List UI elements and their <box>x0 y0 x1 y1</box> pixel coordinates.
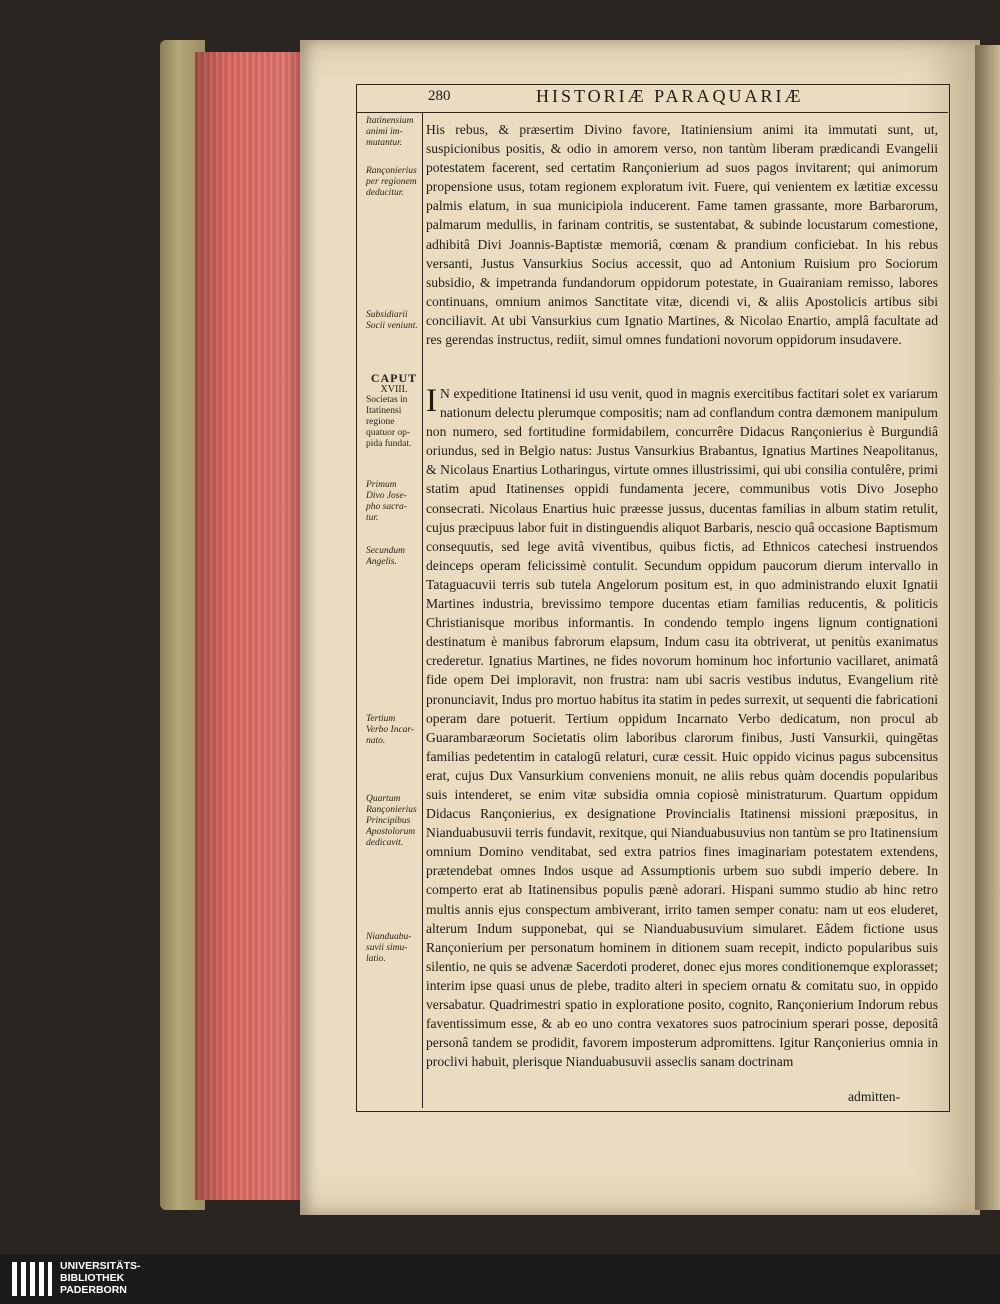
margin-rule <box>422 112 423 1108</box>
catchword: admitten- <box>848 1089 901 1104</box>
margin-note: Itatinensium animi im- mutantur. <box>366 116 414 148</box>
library-logo-icon <box>12 1262 52 1296</box>
margin-note: Tertium Verbo Incar- nato. <box>366 714 415 746</box>
running-head: HISTORIÆ PARAQUARIÆ <box>536 86 804 106</box>
margin-note: Subsidiarii Socii veniunt. <box>366 310 418 331</box>
library-footer <box>0 1254 1000 1304</box>
margin-note: Secundum Angelis. <box>366 546 406 567</box>
margin-note: Quartum Rançonierius Principibus Apostolorum dedicavit. <box>366 794 417 848</box>
chapter-title: CAPUT <box>370 371 418 385</box>
page-edges-shading <box>195 52 307 1200</box>
library-name: UNIVERSITÄTS- BIBLIOTHEK PADERBORN <box>60 1260 141 1296</box>
paragraph-second-text: N expeditione Itatinensi id usu venit, quod in magnis exercitibus factitari solet ex variarum nationum delectu plerumque compositis; nam ad conflandum contra dæmonem manipulum non numero, sed fortitudine formidabilem, concurrêre Didacus Rançonierius è Burgundiâ oriundus, sed in Belgio natus: Justus Vansurkius Brabantus, Ignatius Martines Neapolitanus, & Nicolaus Enartius Lotharingus, virtute omnes illustrissimi, qui ubi consilia contulêre, primi statim apud Itatinenses oppidi fundamenta jecere, communibus votis Divo Josepho consecrati. Nicolaus Enartius huic præesse jussus, ducentas familias in album statim retulit, cujus præcipuus labor fuit in distinguendis aliquot Barbaris, nescio quâ occasione Baptismum consequutis, sed lege avitâ viventibus, quibus fictis, ad Ethnicos catechesi instruendos deinceps operam felicissimè contulit. Secundum oppidum paucorum dierum intervallo in Tataguacuvii terris sub tutela Angelorum positum est, in quo administrando eluxit Ignatii Martines industria, brevissimo tempore ducentas etiam familias reducentis, & politicis Christianisque moribus informantis. In condendo templo ingens lignum contignationi destinatum è manibus fabrorum elapsum, Indum casu ita obtriverat, ut penitùs exanimatus crederetur. Ignatius Martines, ne fides novorum hominum hoc infortunio vacillaret, animatâ fide opem Dei imploravit, non frustra: nam ubi sacris vestibus indutus, Evangelium ritè pronunciavit, Indus pro mortuo habitus ita statim in pedes surrexit, ut sequenti die fabricationi operam dare potuerit. Tertium oppidum Incarnato Verbo dedicatum, non procul ab Guarambaræorum Societatis olim laboribus clarorum finibus, Justi Vansurkii, quingētas familias pedetentim in catalogū relaturi, curæ cessit. Huic oppido vicinus pagus subcensitus erat, cujus Dux Vansurkium conveniens monuit, ne aliis rebus quàm docendis popularibus suis intenderet, se enim vitæ subsidia omnia copiosè ministraturum. Quartum oppidum Didacus Rançonierius, ex designatione Provincialis Itatinensi missioni præpositus, in Nianduabusuvii terris fundavit, rexitque, qui Nianduabusuvius non tantùm se pro Itatinensium omnium Domino venditabat, sed extra patrios fines imaginariam potestatem extendens, prætendebat omnes Indos usque ad Assumptionis urbem suo subdi imperio debere. In comperto erat ab Itatinensibus populis pænè adorari. Hispani summo studio ab hinc retro multis annis ejus conspectum ambiverant, irrito tamen semper conatu: nam ut eos eluderet, alterum Indum supponebat, qui se Nianduabusuvium simularet. Eâdem fictione usus Rançonierium per personatum hominem in ditionem suam recepit, indicto popularibus suis silentio, ne quis se advenæ Sacerdoti proderet, donec ejus mores conditionemque explorasset; interim ipse quasi unus de plebe, tradito alteri in speciem ornatu & comitatu suo, in oppido versabatur. Quadrimestri spatio in exploratione posito, cognito, Rançonierium Indorum rebus faventissimum esse, & ab eo uno contra vexatores suos patrocinium sperari posse, depositâ personâ tandem se prodidit, favorem imposterum adpromittens. Igitur Rançonierius omnia in proclivi habuit, plerisque Nianduabusuvii asseclis sanam doctrinam <box>426 386 938 1070</box>
chapter-heading <box>366 373 422 450</box>
page-number: 280 <box>428 88 451 104</box>
chapter-number: XVIII. <box>380 384 408 395</box>
margin-note: Nianduabu- suvii simu- latio. <box>366 932 412 964</box>
paragraph-second <box>426 384 938 1071</box>
margin-note: Primum Divo Jose- pho sacra- tur. <box>366 480 407 523</box>
facing-page-edge <box>975 45 1000 1210</box>
paragraph-first: His rebus, & præsertim Divino favore, Itatiniensium animi ita immutati sunt, ut, suspicionibus positis, & odio in amorem verso, non tantùm liberam prædicandi Evangelii potestatem facerent, sed certatim Rançonierium ad suos pagos invitarent; qui animorum propensione usus, totam regionem exploratum ivit. Fuere, qui venientem ex lætitiæ excessu palmis elatum, in sua municipiola inducerent. Fame tamen grassante, more Barbarorum, palmarum medullis, in farinam contritis, se sustentabat, & subinde locustarum comestione, adhibitâ Divi Joannis-Baptistæ memoriâ, cœnam & prandium conficiebat. In his rebus versanti, Justus Vansurkius Socius accessit, quo ad Antonium Ruisium pro Sociorum subsidio, & impetranda fundandorum oppidorum potestate, in Guairaniam remisso, labores continuans, omnium animos Sanctitate vitæ, dicendi vi, & aliis Apostolicis artibus sibi conciliavit. At ubi Vansurkius cum Ignatio Martines, & Nicolao Enartio, amplâ facultate ad res gerendas instructus, rediit, simul omnes fundationi novorum oppidorum insudavere. <box>426 122 938 348</box>
header-rule <box>356 112 948 113</box>
chapter-summary: Societas in Itatinensi regione quatuor op- pida fundat. <box>366 395 412 449</box>
drop-cap: I <box>426 383 437 419</box>
margin-note: Rançonierius per regionem deducitur. <box>366 166 417 198</box>
